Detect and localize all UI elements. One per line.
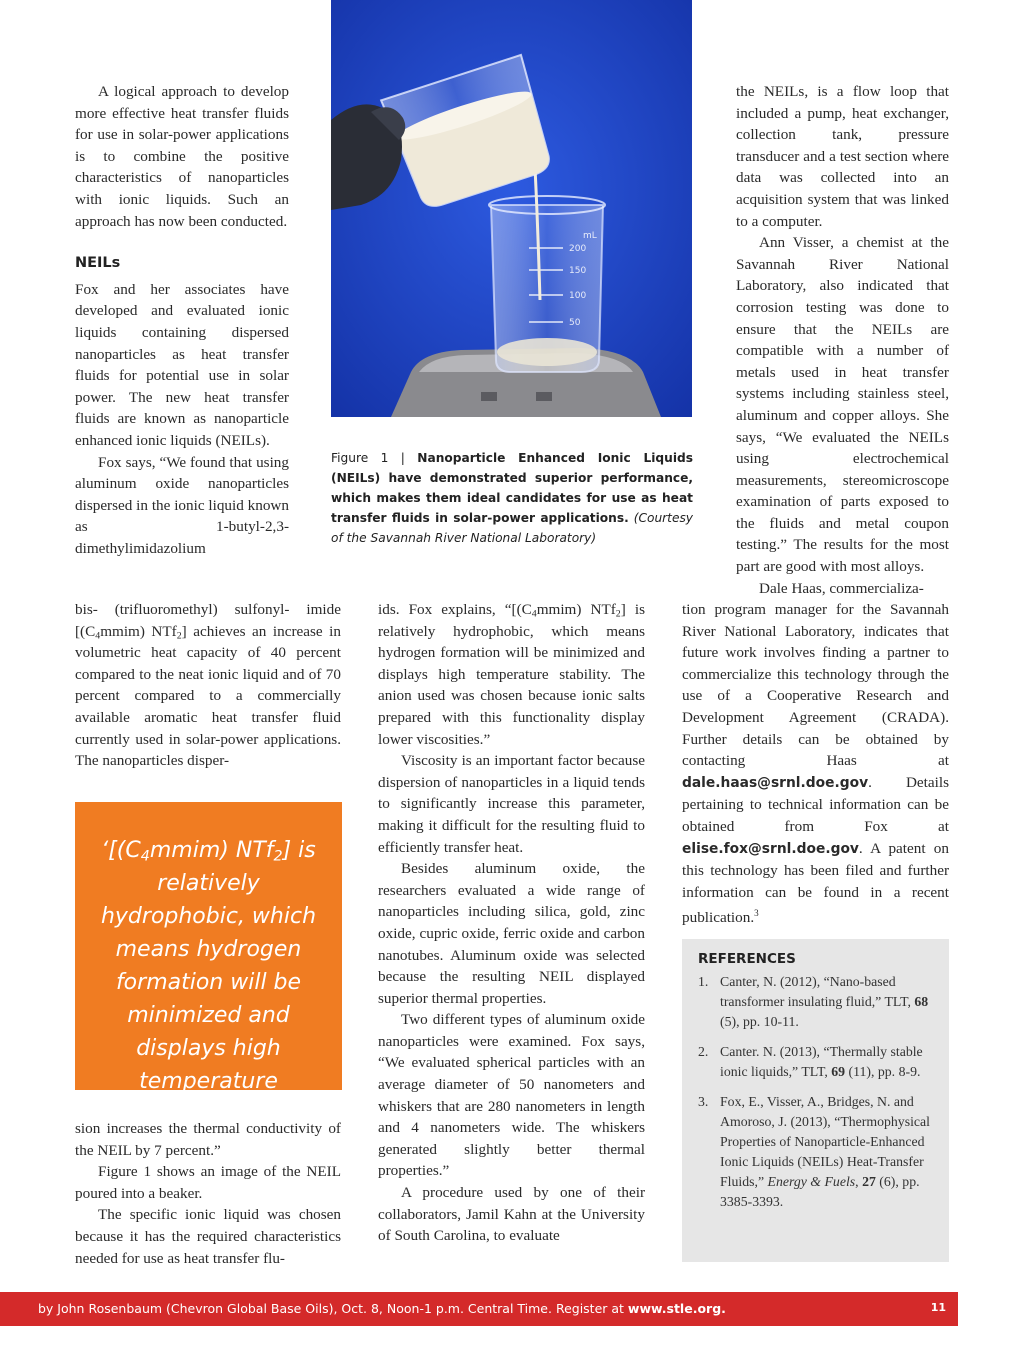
figure-photo [331, 0, 692, 417]
paragraph: bis- (trifluoromethyl) sulfonyl- imide [$(C_4mmim)$ NTf$_2$] achieves an increase in volumetric heat capacity of 40 percent compared to the neat ionic liquid and of 70 percent compared to a commercially available aromatic heat transfer fluid currently used in solar-power applications. The nanoparticles disper- [75, 601, 341, 770]
figure-caption [331, 448, 693, 548]
article-column-right-wide [682, 599, 949, 929]
paragraph: Figure 1 shows an image of the NEIL poured into a beaker. [75, 1163, 341, 1202]
figure-credit: (Courtesy of the Savannah River National Laboratory) [331, 511, 694, 545]
paragraph: Besides aluminum oxide, the researchers evaluated a wide range of nanoparticles including silica, gold, zinc oxide, cupric oxide, ferric oxide and carbon nanotubes. Aluminum oxide was selected because the resulting NEIL displayed superior thermal properties. [378, 860, 645, 1007]
paragraph: The specific ionic liquid was chosen because it has the required characteristics needed for use as heat transfer flu- [75, 1206, 341, 1267]
figure-label: Figure 1 | [331, 451, 418, 465]
references-title: REFERENCES [698, 951, 796, 967]
reference-item: 3. Fox, E., Visser, A., Bridges, N. and Amoroso, J. (2013), “Thermophysical Properties of Nanoparticle-Enhanced Ionic Liquids (NEILs) Heat-Transfer Fluids,” Energy & Fuels, 27 (6), pp. 3385-3393. [698, 1094, 930, 1209]
beaker-mark-200: 200 [569, 244, 587, 254]
reference-item: 2. Canter. N. (2013), “Thermally stable ionic liquids,” TLT, 69 (11), pp. 8-9. [698, 1044, 923, 1079]
beaker-mark-100: 100 [569, 291, 587, 301]
pull-quote: ‘[$(C_4mmim)$ NTf$_2$] is relatively hydrophobic, which means hydrogen formation will be minimized and displays high temperature stability.’ [75, 802, 342, 1090]
beaker-mark-150: 150 [569, 266, 587, 276]
paragraph: A logical approach to develop more effective heat transfer fluids for use in solar-power applications is to combine the positive characteristics of nanoparticles with ionic liquids. Such an approach has now been conducted. [75, 83, 289, 230]
beaker-mark-ml: mL [583, 231, 597, 241]
paragraph: Two different types of aluminum oxide nanoparticles were examined. Fox says, “We evaluated spherical particles with an average diameter of 50 nanometers and whiskers that are 280 nanometers in length and 4 nanometers wide. The whiskers generated slightly better thermal properties.” [378, 1011, 645, 1180]
email-link-fox[interactable]: elise.fox@srnl.doe.gov [682, 840, 859, 857]
paragraph: ids. Fox explains, “[$(C_4mmim)$ NTf$_2$] is relatively hydrophobic, which means hydrogen formation will be minimized and displays high temperature stability. The anion used was chosen because ionic salts prepared with this functionality display lower viscosities.” [378, 601, 645, 748]
reference-item: 1. Canter, N. (2012), “Nano-based transformer insulating fluid,” TLT, 68 (5), pp. 10-11. [698, 974, 929, 1029]
paragraph: Fox and her associates have developed and evaluated ionic liquids containing dispersed nanoparticles as heat transfer fluids for potential use in solar power. The new heat transfer fluids are known as nanoparticle enhanced ionic liquids (NEILs). [75, 280, 289, 449]
footer-banner [0, 1292, 958, 1326]
article-column-left-top [75, 81, 289, 559]
footer-link[interactable]: www.stle.org. [627, 1301, 726, 1316]
references-box [682, 939, 949, 1262]
paragraph: Dale Haas, commercializa- [759, 579, 924, 597]
email-link-haas[interactable]: dale.haas@srnl.doe.gov [682, 774, 869, 791]
paragraph: tion program manager for the Savannah River National Laboratory, indicates that future work involves finding a partner to commercialize this technology through the use of a Cooperative Research and Development Agreement (CRADA). Further details can be obtained by contacting Haas at dale.haas@srnl.doe.gov. Details pertaining to technical information can be obtained from Fox at elise.fox@srnl.doe.gov. A patent on this technology has been filed and further information can be found in a recent publication.$^3$ [682, 601, 949, 927]
beaker-mark-50: 50 [569, 318, 581, 328]
beaker-photo-illustration [331, 0, 692, 417]
footer-text: by John Rosenbaum (Chevron Global Base Oils), Oct. 8, Noon-1 p.m. Central Time. Register at www.stle.org. [38, 1301, 726, 1316]
article-column-left-bottom [75, 1118, 341, 1269]
paragraph: Ann Visser, a chemist at the Savannah River National Laboratory, also indicated that corrosion testing was done to ensure that the NEILs are compatible with a number of metals used in heat transfer systems including stainless steel, aluminum and copper alloys. She says, “We evaluated the NEILs using electrochemical measurements, stereomicroscope examination of parts exposed to the fluids and metal coupon testing.” The results for the most part are good with most alloys. [736, 234, 949, 576]
paragraph: Fox says, “We found that using aluminum oxide nanoparticles dispersed in the ionic liquid known as 1-butyl-2,3-dimethylimidazolium [75, 453, 289, 557]
section-heading: NEILs [75, 255, 121, 272]
article-column-right-top [736, 81, 949, 599]
article-column-left-wide [75, 599, 341, 772]
paragraph: A procedure used by one of their collaborators, Jamil Kahn at the University of South Carolina, to evaluate [378, 1184, 645, 1245]
paragraph: Viscosity is an important factor because dispersion of nanoparticles in a liquid tends to significantly increase this parameter, making it difficult for the resulting fluid to efficiently transfer heat. [378, 752, 645, 856]
paragraph: sion increases the thermal conductivity of the NEIL by 7 percent.” [75, 1120, 341, 1159]
paragraph: the NEILs, is a flow loop that included a pump, heat exchanger, collection tank, pressure transducer and a test section where data was collected into an acquisition system that was linked to a computer. [736, 83, 949, 230]
figure-caption-text: Nanoparticle Enhanced Ionic Liquids (NEILs) have demonstrated superior performance, which makes them ideal candidates for use as heat transfer fluids in solar-power applications. [331, 451, 693, 525]
article-column-middle [378, 599, 645, 1247]
page-number: 11 [930, 1301, 946, 1314]
